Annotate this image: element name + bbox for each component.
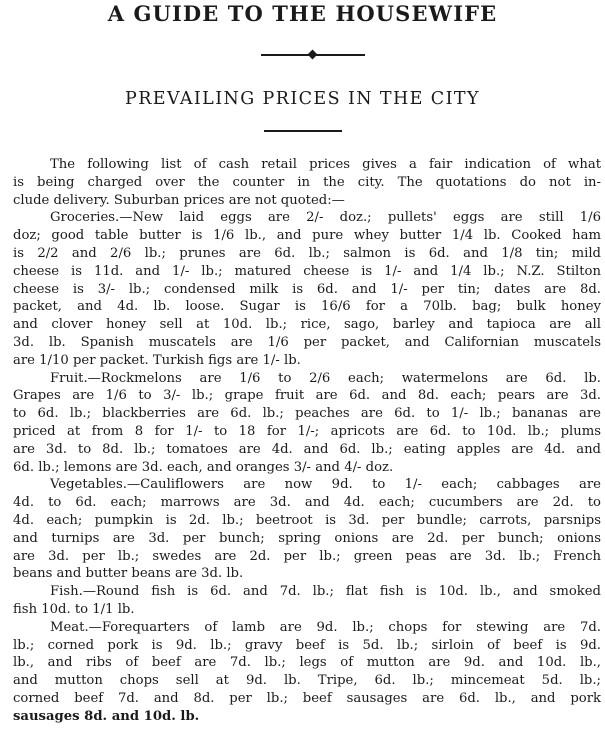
article-line: to 6d. lb.; blackberries are 6d. lb.; peaches are 6d. to 1/- lb.; bananas are <box>13 406 601 422</box>
short-rule-divider <box>264 130 342 132</box>
article-line: are 3d. per lb.; swedes are 2d. per lb.; green peas are 3d. lb.; French <box>13 548 601 564</box>
article-line: fish 10d. to 1/1 lb. <box>13 601 135 617</box>
article-line: beans and butter beans are 3d. lb. <box>13 566 244 582</box>
subheadline: PREVAILING PRICES IN THE CITY <box>125 89 480 109</box>
article-line: and mutton chops sell at 9d. lb. Tripe, 6d. lb.; mincemeat 5d. lb.; <box>13 673 601 689</box>
article-line: priced at from 8 for 1/- to 18 for 1/-; apricots are 6d. to 10d. lb.; plums <box>13 423 601 439</box>
article-line: Groceries.—New laid eggs are 2/- doz.; pullets' eggs are still 1/6 <box>50 210 601 226</box>
article-line: doz; good table butter is 1/6 lb., and pure whey butter 1/4 lb. Cooked ham <box>13 228 601 244</box>
article-line: sausages 8d. and 10d. lb. <box>13 708 200 724</box>
article-line: Meat.—Forequarters of lamb are 9d. lb.; chops for stewing are 7d. <box>50 619 601 635</box>
article-line: and turnips are 3d. per bunch; spring onions are 2d. per bunch; onions <box>13 530 601 546</box>
article-line: packet, and 4d. lb. loose. Sugar is 16/6 for a 70lb. bag; bulk honey <box>13 299 601 315</box>
article-body <box>13 156 601 726</box>
article-line: 4d. each; pumpkin is 2d. lb.; beetroot is 3d. per bundle; carrots, parsnips <box>13 512 601 528</box>
article-line: cheese is 11d. and 1/- lb.; matured cheese is 1/- and 1/4 lb.; N.Z. Stilton <box>13 263 601 279</box>
diamond-rule-divider <box>261 51 365 59</box>
article-line: are 3d. to 8d. lb.; tomatoes are 4d. and 6d. lb.; eating apples are 4d. and <box>13 441 601 457</box>
article-line: and clover honey sell at 10d. lb.; rice, sago, barley and tapioca are all <box>13 317 601 333</box>
article-line: Vegetables.—Cauliflowers are now 9d. to 1/- each; cabbages are <box>50 477 601 493</box>
article-line: The following list of cash retail prices gives a fair indication of what <box>50 157 601 172</box>
article-line: 3d. lb. Spanish muscatels are 1/6 per packet, and Californian muscatels <box>13 334 601 350</box>
diamond-ornament-icon <box>308 50 318 60</box>
headline: A GUIDE TO THE HOUSEWIFE <box>107 1 498 26</box>
article-line: Fruit.—Rockmelons are 1/6 to 2/6 each; watermelons are 6d. lb. <box>50 370 601 386</box>
article-line: 6d. lb.; lemons are 3d. each, and oranges 3/- and 4/- doz. <box>13 459 394 475</box>
article-line: are 1/10 per packet. Turkish figs are 1/- lb. <box>13 352 301 368</box>
article-line: lb., and ribs of beef are 7d. lb.; legs of mutton are 9d. and 10d. lb., <box>13 655 601 671</box>
article-line: Fish.—Round fish is 6d. and 7d. lb.; flat fish is 10d. lb., and smoked <box>50 584 601 600</box>
article-line: lb.; corned pork is 9d. lb.; gravy beef is 5d. lb.; sirloin of beef is 9d. <box>13 637 601 653</box>
article-line: is being charged over the counter in the city. The quotations do not in- <box>13 174 601 190</box>
article-line: is 2/2 and 2/6 lb.; prunes are 6d. lb.; salmon is 6d. and 1/8 tin; mild <box>13 245 601 261</box>
article-line: 4d. to 6d. each; marrows are 3d. and 4d. each; cucumbers are 2d. to <box>13 495 601 511</box>
article-line: Grapes are 1/6 to 3/- lb.; grape fruit are 6d. and 8d. each; pears are 3d. <box>13 388 601 404</box>
article-line: clude delivery. Suburban prices are not quoted:— <box>13 192 345 208</box>
article-line: cheese is 3/- lb.; condensed milk is 6d. and 1/- per tin; dates are 8d. <box>13 281 601 297</box>
article-line: corned beef 7d. and 8d. per lb.; beef sausages are 6d. lb., and pork <box>13 690 601 706</box>
